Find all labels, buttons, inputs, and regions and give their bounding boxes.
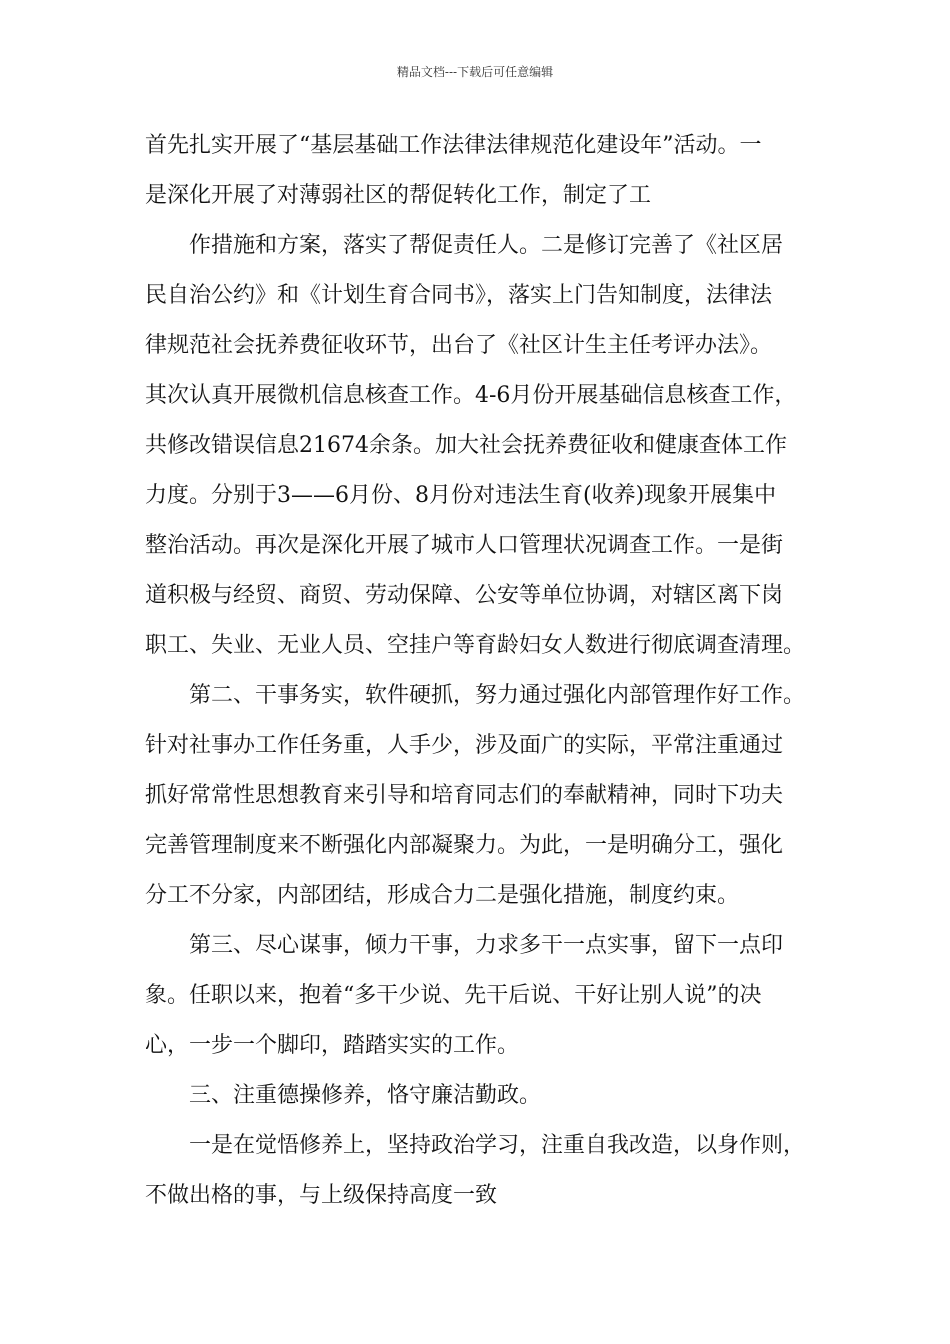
text-line: 民自治公约》和《计划生育合同书》，落实上门告知制度，法律法 <box>145 283 773 308</box>
text-line: 律规范社会抚养费征收环节，出台了《社区计生主任考评办法》。 <box>145 333 773 358</box>
text-line: 第二、干事务实，软件硬抓，努力通过强化内部管理作好工作。 <box>189 683 806 708</box>
text-line: 第三、尽心谋事，倾力干事，力求多干一点实事，留下一点印 <box>189 933 784 958</box>
text-line: 象。任职以来，抱着“多干少说、先干后说、干好让别人说”的决 <box>145 983 762 1008</box>
text-line: 三、注重德操修养，恪守廉洁勤政。 <box>189 1083 542 1108</box>
text-line: 道积极与经贸、商贸、劳动保障、公安等单位协调，对辖区离下岗 <box>145 583 784 608</box>
text-line: 抓好常常性思想教育来引导和培育同志们的奉献精神，同时下功夫 <box>145 783 784 808</box>
text-line: 整治活动。再次是深化开展了城市人口管理状况调查工作。一是街 <box>145 533 784 558</box>
text-line: 职工、失业、无业人员、空挂户等育龄妇女人数进行彻底调查清理。 <box>145 633 806 658</box>
text-line: 完善管理制度来不断强化内部凝聚力。为此，一是明确分工，强化 <box>145 833 784 858</box>
text-line: 针对社事办工作任务重，人手少，涉及面广的实际，平常注重通过 <box>145 733 784 758</box>
text-line: 共修改错误信息21674余条。加大社会抚养费征收和健康查体工作 <box>145 433 787 458</box>
text-line: 其次认真开展微机信息核查工作。4-6月份开展基础信息核查工作， <box>145 383 797 408</box>
text-line: 力度。分别于3——6月份、8月份对违法生育(收养)现象开展集中 <box>145 483 777 508</box>
text-line: 一是在觉悟修养上，坚持政治学习，注重自我改造，以身作则， <box>189 1133 806 1158</box>
text-line: 作措施和方案，落实了帮促责任人。二是修订完善了《社区居 <box>189 233 784 258</box>
text-line: 是深化开展了对薄弱社区的帮促转化工作，制定了工 <box>145 183 652 208</box>
text-line: 首先扎实开展了“基层基础工作法律法律规范化建设年”活动。一 <box>145 133 762 158</box>
text-line: 不做出格的事，与上级保持高度一致 <box>145 1183 498 1208</box>
text-line: 分工不分家，内部团结，形成合力二是强化措施，制度约束。 <box>145 883 740 908</box>
text-line: 心，一步一个脚印，踏踏实实的工作。 <box>145 1033 520 1058</box>
page-header: 精品文档---下载后可任意编辑 <box>396 65 554 79</box>
document-body <box>145 121 825 1221</box>
